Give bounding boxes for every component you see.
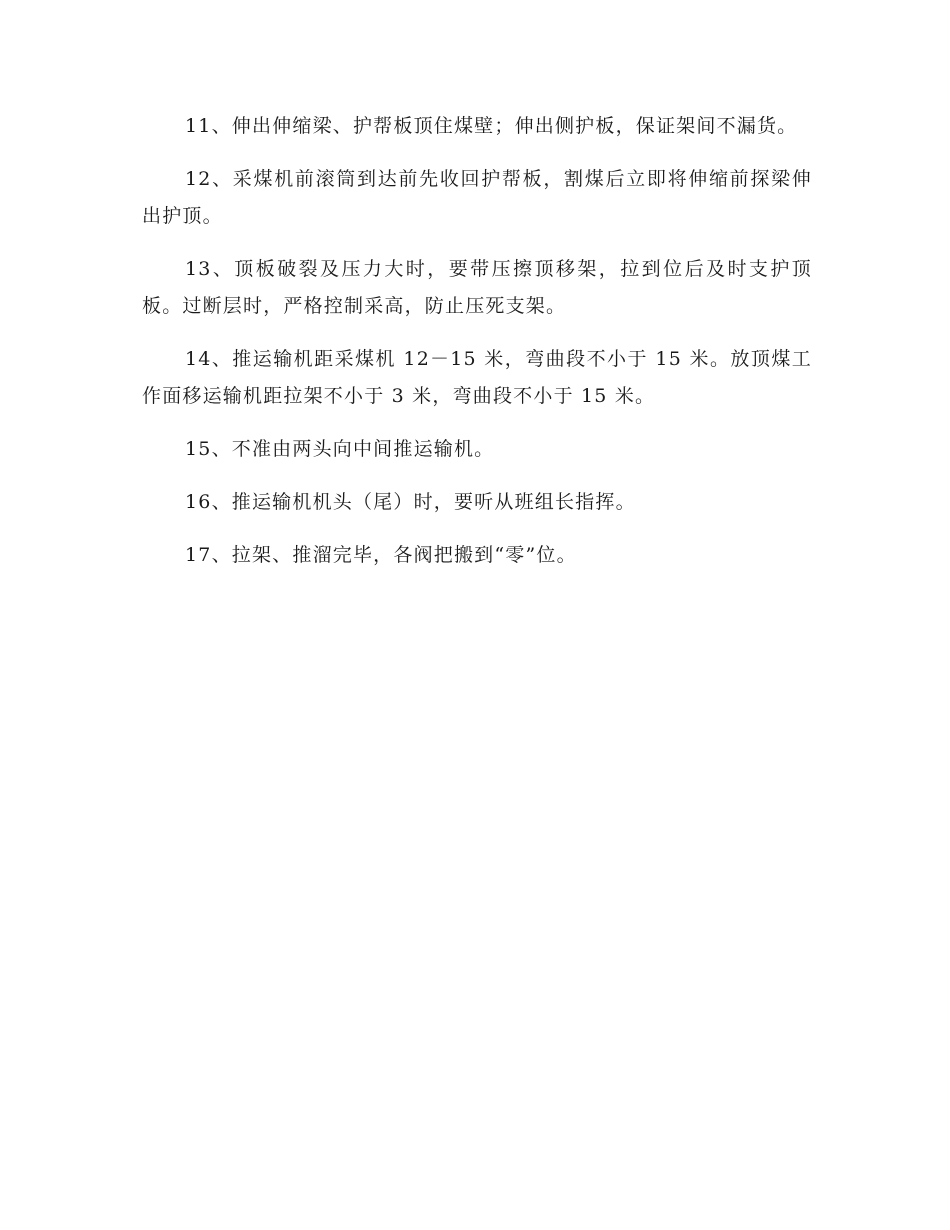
paragraph-item-11: 11、伸出伸缩梁、护帮板顶住煤壁；伸出侧护板，保证架间不漏货。 [185, 115, 798, 137]
paragraph-item-14: 14、推运输机距采煤机 12－15 米，弯曲段不小于 15 米。放顶煤工作面移运输机距拉架不小于 3 米，弯曲段不小于 15 米。 [142, 348, 812, 407]
document-body [142, 108, 812, 590]
paragraph-item-15: 15、不准由两头向中间推运输机。 [185, 438, 495, 460]
paragraph-item-13: 13、顶板破裂及压力大时，要带压擦顶移架，拉到位后及时支护顶板。过断层时，严格控制采高，防止压死支架。 [142, 258, 812, 317]
paragraph-item-16: 16、推运输机机头（尾）时，要听从班组长指挥。 [185, 491, 636, 513]
paragraph-item-12: 12、采煤机前滚筒到达前先收回护帮板，割煤后立即将伸缩前探梁伸出护顶。 [142, 168, 812, 227]
paragraph-item-17: 17、拉架、推溜完毕，各阀把搬到“零”位。 [185, 544, 577, 566]
